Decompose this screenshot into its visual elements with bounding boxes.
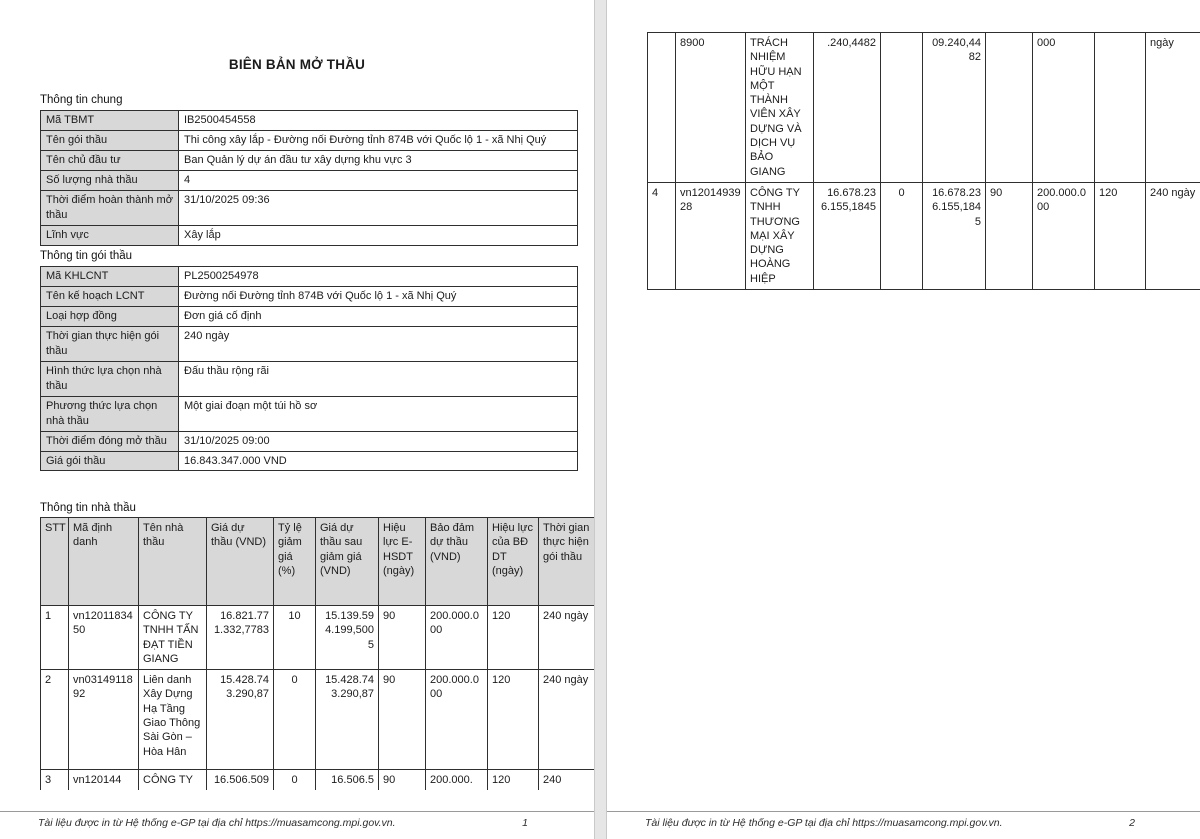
contractor-row-continued	[648, 33, 1200, 183]
cell-stt: 2	[41, 670, 69, 770]
page-number: 2	[1129, 817, 1135, 829]
package-info-table	[40, 266, 578, 471]
col-header-guarantee: Bảo đảm dự thầu (VND)	[426, 518, 488, 606]
page-gutter	[594, 0, 607, 839]
contractors-header-row	[41, 518, 596, 606]
cell-price: .240,4482	[814, 33, 881, 183]
table-row	[41, 170, 578, 190]
cell-guarantee-validity: 120	[488, 770, 539, 791]
info-label: Mã TBMT	[41, 111, 179, 131]
table-row	[41, 396, 578, 431]
col-header-discount: Tỷ lệ giảm giá (%)	[274, 518, 316, 606]
contractor-row	[41, 606, 596, 670]
table-row	[41, 361, 578, 396]
table-row	[41, 130, 578, 150]
cell-duration: ngày	[1146, 33, 1200, 183]
contractors-table-page1	[40, 517, 596, 790]
info-value: IB2500454558	[179, 111, 578, 131]
table-row	[41, 431, 578, 451]
section-heading-contractors: Thông tin nhà thầu	[40, 502, 136, 514]
info-value: 4	[179, 170, 578, 190]
cell-guarantee: 200.000.000	[1033, 182, 1095, 289]
info-value: Xây lắp	[179, 225, 578, 245]
col-header-guarantee-validity: Hiệu lực của BĐ DT (ngày)	[488, 518, 539, 606]
cell-id: vn0314911892	[69, 670, 139, 770]
table-row	[41, 286, 578, 306]
cell-validity	[986, 33, 1033, 183]
info-label: Thời điểm đóng mở thầu	[41, 431, 179, 451]
col-header-price: Giá dự thầu (VND)	[207, 518, 274, 606]
cell-guarantee: 200.000.000	[426, 606, 488, 670]
cell-name: Liên danh Xây Dựng Hạ Tầng Giao Thông Sài Gòn – Hòa Hân	[139, 670, 207, 770]
cell-stt	[648, 33, 676, 183]
contractors-table-page2	[647, 32, 1200, 290]
document-page-1	[0, 0, 594, 839]
cell-guarantee: 200.000.	[426, 770, 488, 791]
col-header-validity: Hiệu lực E-HSDT (ngày)	[379, 518, 426, 606]
table-row	[41, 150, 578, 170]
document-page-2	[607, 0, 1200, 839]
cell-validity: 90	[986, 182, 1033, 289]
info-label: Thời gian thực hiện gói thầu	[41, 326, 179, 361]
info-value: Đường nối Đường tỉnh 874B với Quốc lộ 1 - xã Nhị Quý	[179, 286, 578, 306]
col-header-id: Mã định danh	[69, 518, 139, 606]
cell-discount: 0	[881, 182, 923, 289]
info-value: Đấu thầu rộng rãi	[179, 361, 578, 396]
footer-source-note: Tài liệu được in từ Hệ thống e-GP tại địa chỉ https://muasamcong.mpi.gov.vn.	[38, 817, 396, 829]
cell-guarantee: 200.000.000	[426, 670, 488, 770]
cell-price: 15.428.743.290,87	[207, 670, 274, 770]
cell-guarantee: 000	[1033, 33, 1095, 183]
info-label: Lĩnh vực	[41, 225, 179, 245]
info-label: Loại hợp đồng	[41, 306, 179, 326]
cell-guarantee-validity: 120	[1095, 182, 1146, 289]
cell-guarantee-validity: 120	[488, 606, 539, 670]
cell-guarantee-validity	[1095, 33, 1146, 183]
cell-price: 16.506.509	[207, 770, 274, 791]
cell-price-after: 16.506.5	[316, 770, 379, 791]
contractor-row	[648, 182, 1200, 289]
info-label: Số lượng nhà thầu	[41, 170, 179, 190]
info-label: Tên gói thầu	[41, 130, 179, 150]
cell-validity: 90	[379, 770, 426, 791]
table-row	[41, 306, 578, 326]
cell-id: 8900	[676, 33, 746, 183]
cell-validity: 90	[379, 606, 426, 670]
cell-price: 16.821.771.332,7783	[207, 606, 274, 670]
cell-stt: 1	[41, 606, 69, 670]
table-row	[41, 267, 578, 287]
cell-discount: 0	[274, 670, 316, 770]
cell-price-after: 15.139.594.199,5005	[316, 606, 379, 670]
info-value: Một giai đoạn một túi hồ sơ	[179, 396, 578, 431]
table-row	[41, 326, 578, 361]
info-value: 31/10/2025 09:36	[179, 190, 578, 225]
general-info-table	[40, 110, 578, 246]
cell-duration: 240 ngày	[539, 670, 596, 770]
table-row	[41, 225, 578, 245]
cell-price-after: 09.240,4482	[923, 33, 986, 183]
footer-divider	[0, 811, 594, 812]
table-row	[41, 111, 578, 131]
info-label: Tên chủ đầu tư	[41, 150, 179, 170]
info-label: Phương thức lựa chọn nhà thầu	[41, 396, 179, 431]
cell-discount: 10	[274, 606, 316, 670]
col-header-price-after: Giá dự thầu sau giảm giá (VND)	[316, 518, 379, 606]
info-value: 16.843.347.000 VND	[179, 451, 578, 471]
document-title: BIÊN BẢN MỞ THẦU	[228, 57, 366, 72]
info-value: Đơn giá cố định	[179, 306, 578, 326]
cell-validity: 90	[379, 670, 426, 770]
cell-name: TRÁCH NHIỆM HỮU HẠN MỘT THÀNH VIÊN XÂY DỰNG VÀ DỊCH VỤ BẢO GIANG	[746, 33, 814, 183]
cell-stt: 4	[648, 182, 676, 289]
info-label: Thời điểm hoàn thành mở thầu	[41, 190, 179, 225]
cell-id: vn1201493928	[676, 182, 746, 289]
info-label: Hình thức lựa chọn nhà thầu	[41, 361, 179, 396]
col-header-name: Tên nhà thầu	[139, 518, 207, 606]
cell-name: CÔNG TY TNHH TẤN ĐẠT TIỀN GIANG	[139, 606, 207, 670]
info-label: Tên kế hoạch LCNT	[41, 286, 179, 306]
cell-name: CÔNG TY	[139, 770, 207, 791]
info-value: PL2500254978	[179, 267, 578, 287]
cell-id: vn120144	[69, 770, 139, 791]
footer-divider	[607, 811, 1200, 812]
cell-stt: 3	[41, 770, 69, 791]
page-number: 1	[522, 817, 528, 829]
cell-price-after: 16.678.236.155,1845	[923, 182, 986, 289]
cell-name: CÔNG TY TNHH THƯƠNG MẠI XÂY DỰNG HOÀNG HIỆP	[746, 182, 814, 289]
info-value: Thi công xây lắp - Đường nối Đường tỉnh 874B với Quốc lộ 1 - xã Nhị Quý	[179, 130, 578, 150]
cell-duration: 240 ngày	[539, 606, 596, 670]
info-value: Ban Quản lý dự án đầu tư xây dựng khu vực 3	[179, 150, 578, 170]
cell-duration: 240	[539, 770, 596, 791]
col-header-duration: Thời gian thực hiện gói thầu	[539, 518, 596, 606]
section-heading-general-info: Thông tin chung	[40, 94, 123, 106]
cell-discount: 0	[274, 770, 316, 791]
info-value: 240 ngày	[179, 326, 578, 361]
contractor-row	[41, 670, 596, 770]
info-label: Giá gói thầu	[41, 451, 179, 471]
cell-duration: 240 ngày	[1146, 182, 1200, 289]
info-value: 31/10/2025 09:00	[179, 431, 578, 451]
cell-price: 16.678.236.155,1845	[814, 182, 881, 289]
section-heading-package-info: Thông tin gói thầu	[40, 250, 133, 262]
cell-price-after: 15.428.743.290,87	[316, 670, 379, 770]
contractor-row-clipped	[41, 770, 596, 791]
info-label: Mã KHLCNT	[41, 267, 179, 287]
cell-discount	[881, 33, 923, 183]
table-row	[41, 190, 578, 225]
cell-id: vn1201183450	[69, 606, 139, 670]
footer-source-note: Tài liệu được in từ Hệ thống e-GP tại địa chỉ https://muasamcong.mpi.gov.vn.	[645, 817, 1003, 829]
col-header-stt: STT	[41, 518, 69, 606]
table-row	[41, 451, 578, 471]
cell-guarantee-validity: 120	[488, 670, 539, 770]
